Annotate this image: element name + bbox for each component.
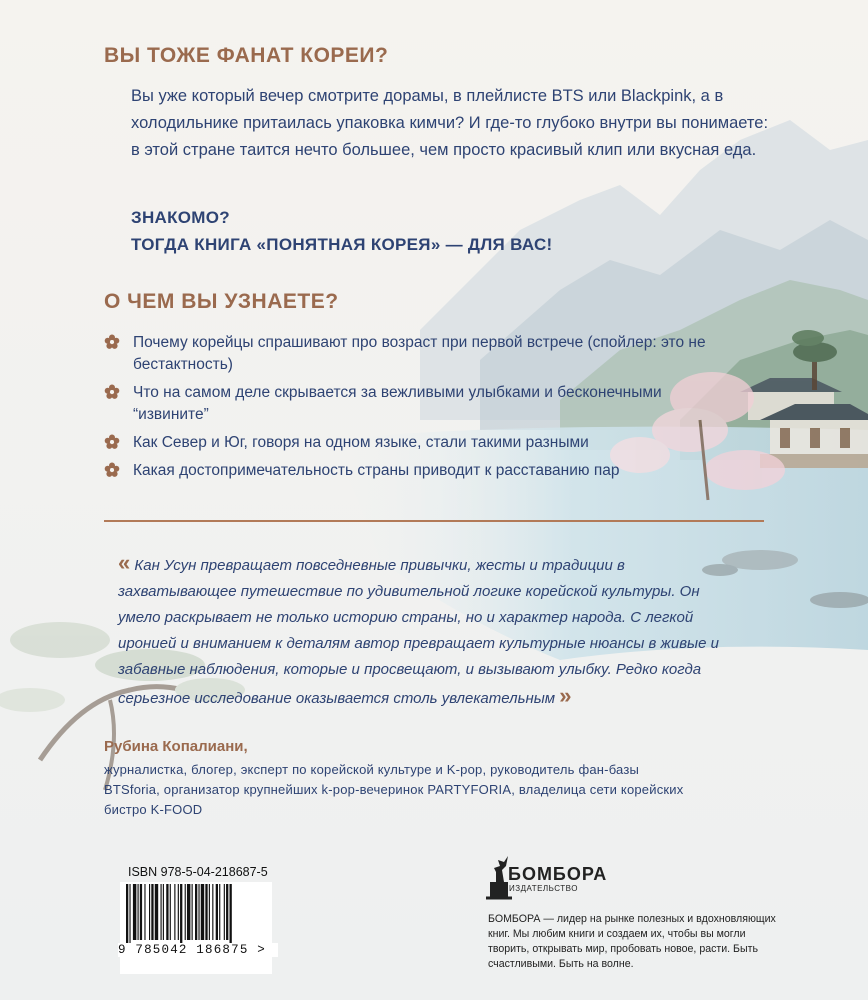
section-title-fan: ВЫ ТОЖЕ ФАНАТ КОРЕИ? bbox=[104, 44, 389, 67]
bullet-text: Какая достопримечательность страны приводит к расставанию пар bbox=[133, 462, 620, 479]
list-item bbox=[104, 382, 724, 426]
barcode-bar bbox=[185, 884, 186, 940]
learn-list bbox=[104, 332, 724, 488]
barcode-bar bbox=[174, 884, 175, 940]
barcode-bar bbox=[192, 884, 193, 940]
barcode-bar bbox=[129, 884, 130, 946]
barcode-bar bbox=[205, 884, 207, 940]
quote-author-bio: журналистка, блогер, эксперт по корейской культуре и K-pop, руководитель фан-базы BTSforia, организатор крупнейших k-pop-вечеринок PARTYFORIA, владелица сети корейских бистро K-FOOD bbox=[104, 762, 684, 817]
barcode-bar bbox=[149, 884, 150, 940]
tagline-line-1: ЗНАКОМО? bbox=[131, 208, 230, 227]
isbn-label: ISBN 978-5-04-218687-5 bbox=[128, 865, 268, 879]
barcode-bar bbox=[178, 884, 179, 940]
quote-close-mark: » bbox=[559, 683, 572, 708]
barcode-bar bbox=[155, 884, 158, 940]
quote-open-mark: « bbox=[118, 550, 131, 575]
barcode-bar bbox=[170, 884, 171, 940]
flower-bullet-icon bbox=[104, 434, 120, 450]
barcode-bar bbox=[166, 884, 168, 940]
publisher-subtitle: ИЗДАТЕЛЬСТВО bbox=[509, 884, 578, 893]
barcode-bar bbox=[180, 884, 182, 946]
quote-text: Кан Усун превращает повседневные привычки, жесты и традиции в захватывающее путешествие по удивительной логике корейской культуры. Он умело раскрывает не только историю страны, но и характер народа. С легкой иронией и вниманием к деталям автор превращает культурные нюансы в живые и забавные наблюдения, которые и просвещают, и вызывают улыбку. Редко когда серьезное исследование оказывается столь увлекательным bbox=[118, 557, 719, 707]
barcode-bar bbox=[151, 884, 153, 940]
barcode-bar bbox=[161, 884, 162, 940]
publisher-name: БОМБОРА bbox=[508, 864, 608, 884]
list-item bbox=[104, 432, 724, 454]
quote-author-name: Рубина Копалиани, bbox=[104, 738, 248, 755]
barcode-bar bbox=[219, 884, 220, 940]
barcode-bar bbox=[140, 884, 142, 940]
list-item bbox=[104, 332, 724, 376]
intro-paragraph: Вы уже который вечер смотрите дорамы, в плейлисте BTS или Blackpink, а в холодильнике притаилась упаковка кимчи? И где-то глубоко внутри вы понимаете: в этой стране таится нечто большее, чем просто красивый клип или вкусная еда. bbox=[131, 87, 769, 159]
tagline bbox=[131, 204, 691, 258]
barcode-bar bbox=[226, 884, 228, 940]
barcode-bar bbox=[224, 884, 225, 940]
flower-bullet-icon bbox=[104, 384, 120, 400]
review-quote bbox=[118, 550, 738, 712]
barcode-bar bbox=[133, 884, 136, 940]
flower-bullet-icon bbox=[104, 462, 120, 478]
barcode-icon bbox=[120, 882, 272, 974]
barcode-bar bbox=[201, 884, 204, 940]
barcode-digits: 9 785042 186875 > bbox=[118, 943, 278, 957]
barcode-bar bbox=[187, 884, 190, 940]
bullet-text: Почему корейцы спрашивают про возраст при первой встрече (спойлер: это не бестактность) bbox=[133, 334, 706, 373]
barcode-bar bbox=[163, 884, 164, 940]
bullet-text: Что на самом деле скрывается за вежливыми улыбками и бесконечными “извините” bbox=[133, 384, 662, 423]
list-item bbox=[104, 460, 724, 482]
bullet-text: Как Север и Юг, говоря на одном языке, стали такими разными bbox=[133, 434, 589, 451]
barcode-bar bbox=[138, 884, 139, 940]
section-divider bbox=[104, 520, 764, 522]
barcode-bar bbox=[230, 884, 232, 946]
barcode-bar bbox=[216, 884, 218, 940]
barcode-bar bbox=[198, 884, 199, 940]
section-title-learn: О ЧЕМ ВЫ УЗНАЕТЕ? bbox=[104, 290, 339, 313]
publisher-description: БОМБОРА — лидер на рынке полезных и вдохновляющих книг. Мы любим книги и создаем их, чтобы вы могли творить, открывать мир, пробовать новое, расти. Быть счастливыми. Быть на волне. bbox=[488, 913, 776, 970]
tagline-line-2: ТОГДА КНИГА «ПОНЯТНАЯ КОРЕЯ» — ДЛЯ ВАС! bbox=[131, 235, 553, 254]
barcode-bar bbox=[212, 884, 213, 940]
barcode-bar bbox=[126, 884, 128, 946]
barcode-bar bbox=[144, 884, 145, 940]
barcode-bar bbox=[209, 884, 210, 940]
flower-bullet-icon bbox=[104, 334, 120, 350]
barcode-bar bbox=[195, 884, 197, 940]
